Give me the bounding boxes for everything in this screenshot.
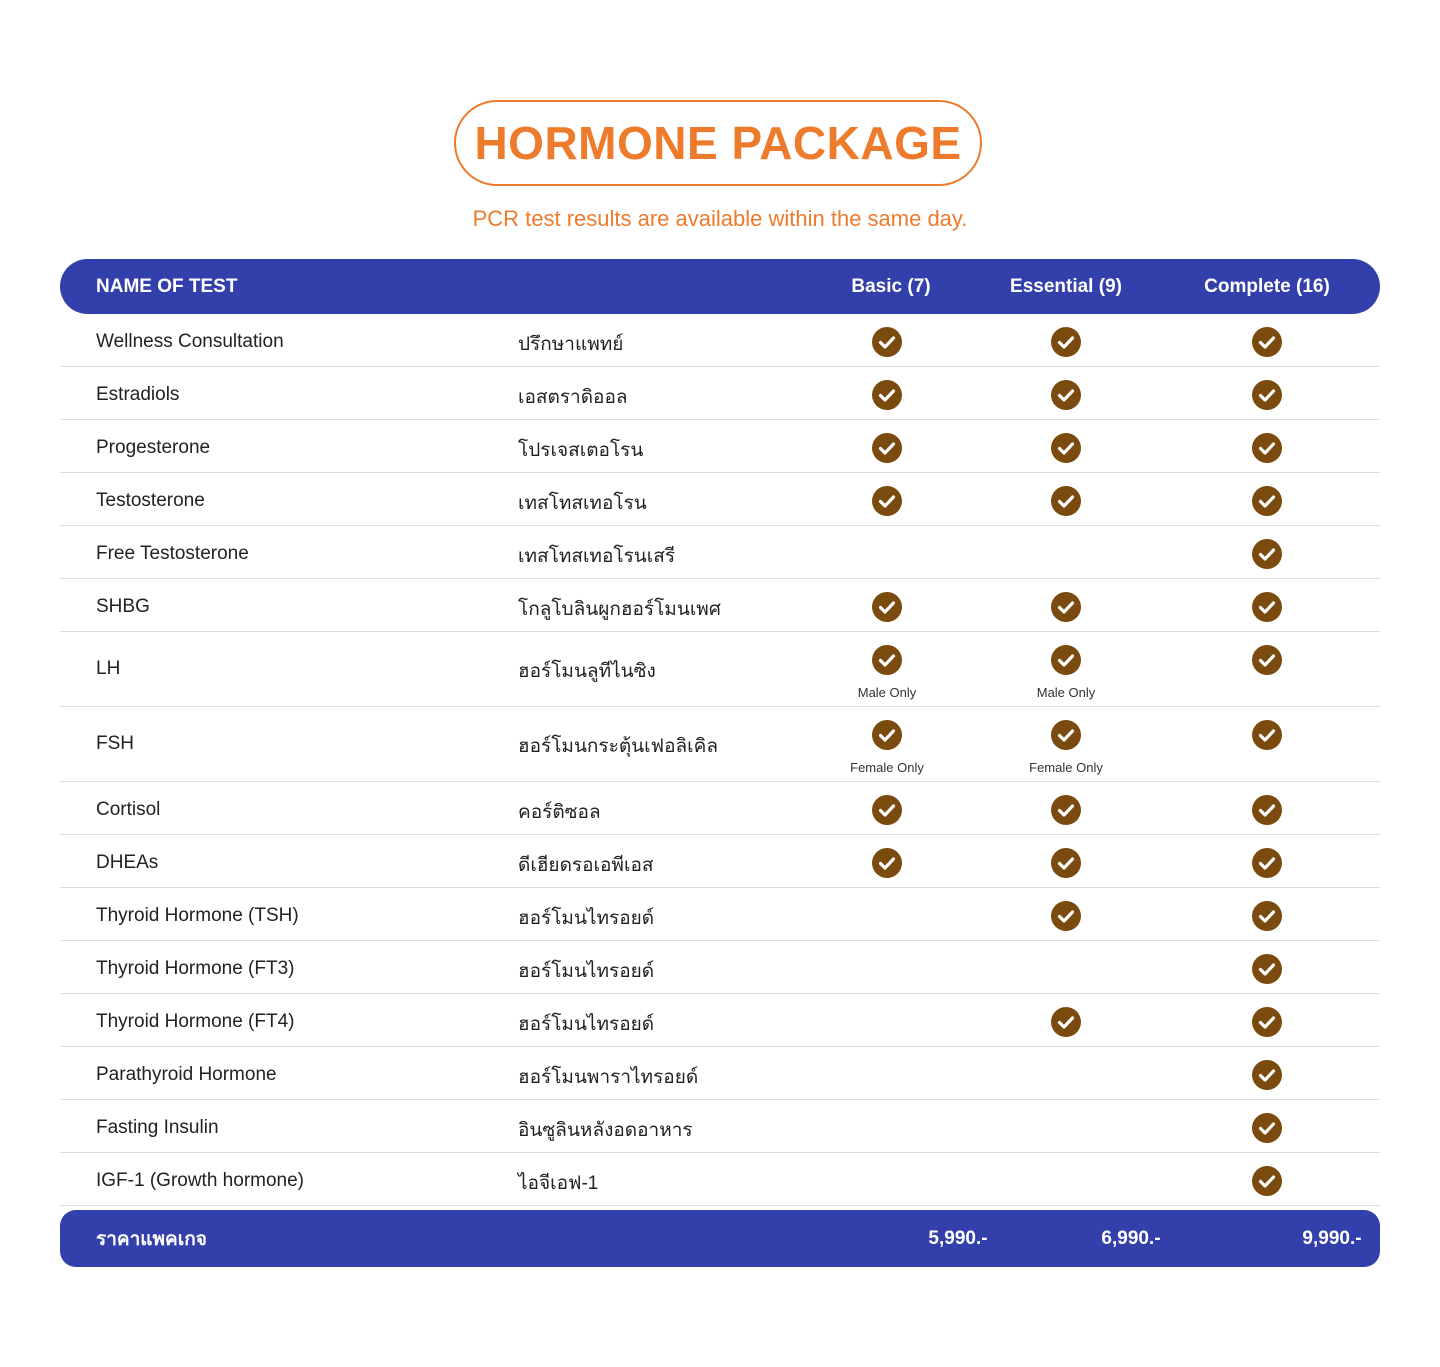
check-icon <box>1051 486 1081 516</box>
check-icon <box>1051 645 1081 675</box>
cell-complete <box>1187 486 1347 521</box>
cell-complete <box>1187 720 1347 755</box>
test-name-th: ปรึกษาแพทย์ <box>518 334 624 355</box>
cell-essential <box>986 380 1146 415</box>
table-row <box>60 367 1380 420</box>
table-row <box>60 579 1380 632</box>
test-name-en: DHEAs <box>96 852 159 873</box>
cell-complete <box>1187 1060 1347 1095</box>
test-name-en: Parathyroid Hormone <box>96 1064 277 1085</box>
check-icon <box>1051 901 1081 931</box>
table-row <box>60 782 1380 835</box>
cell-basic <box>807 848 967 883</box>
check-icon <box>872 433 902 463</box>
check-icon <box>1252 954 1282 984</box>
test-name-th: ฮอร์โมนไทรอยด์ <box>518 961 655 982</box>
test-name-en: Wellness Consultation <box>96 331 284 352</box>
test-name-th: โปรเจสเตอโรน <box>518 440 644 461</box>
test-table-body <box>60 314 1380 1206</box>
test-name-en: Thyroid Hormone (TSH) <box>96 905 299 926</box>
page-title: HORMONE PACKAGE <box>454 100 982 186</box>
test-name-en: Fasting Insulin <box>96 1117 219 1138</box>
price-label: ราคาแพคเกจ <box>96 1228 207 1250</box>
test-name-en: LH <box>96 658 121 679</box>
table-row <box>60 1153 1380 1206</box>
table-header <box>60 259 1380 314</box>
check-icon <box>1252 380 1282 410</box>
check-icon <box>1252 901 1282 931</box>
test-name-en: Progesterone <box>96 437 211 458</box>
cell-complete <box>1187 539 1347 574</box>
cell-complete <box>1187 645 1347 680</box>
check-icon <box>1051 795 1081 825</box>
check-icon <box>1051 592 1081 622</box>
check-icon <box>1252 848 1282 878</box>
test-name-th: ดีเฮียดรอเอพีเอส <box>518 855 654 876</box>
table-row <box>60 707 1380 782</box>
test-name-en: Free Testosterone <box>96 543 249 564</box>
test-name-th: อินซูลินหลังอดอาหาร <box>518 1120 693 1141</box>
check-icon <box>1252 720 1282 750</box>
check-icon <box>1252 327 1282 357</box>
header-essential: Essential (9) <box>1010 275 1122 297</box>
test-name-th: เอสตราดิออล <box>518 387 628 408</box>
table-row <box>60 526 1380 579</box>
availability-note: Female Only <box>850 760 924 775</box>
table-row <box>60 888 1380 941</box>
test-name-en: Thyroid Hormone (FT3) <box>96 958 295 979</box>
table-row <box>60 473 1380 526</box>
check-icon <box>1252 1060 1282 1090</box>
cell-essential <box>986 327 1146 362</box>
cell-complete <box>1187 1166 1347 1201</box>
check-icon <box>1252 795 1282 825</box>
check-icon <box>1252 539 1282 569</box>
price-complete: 9,990.- <box>1302 1227 1362 1249</box>
test-name-th: ฮอร์โมนกระตุ้นเฟอลิเคิล <box>518 736 719 757</box>
cell-complete <box>1187 848 1347 883</box>
cell-essential <box>986 486 1146 521</box>
check-icon <box>1051 1007 1081 1037</box>
check-icon <box>1252 645 1282 675</box>
price-essential: 6,990.- <box>1101 1227 1161 1249</box>
test-name-en: SHBG <box>96 596 150 617</box>
cell-essential <box>986 901 1146 936</box>
test-name-en: FSH <box>96 733 134 754</box>
test-name-en: Thyroid Hormone (FT4) <box>96 1011 295 1032</box>
availability-note: Male Only <box>857 685 917 700</box>
test-name-en: Estradiols <box>96 384 180 405</box>
price-footer <box>60 1210 1380 1267</box>
check-icon <box>872 592 902 622</box>
header-basic: Basic (7) <box>851 275 931 297</box>
table-row <box>60 994 1380 1047</box>
availability-note: Male Only <box>1036 685 1096 700</box>
cell-basic <box>807 795 967 830</box>
cell-basic <box>807 592 967 627</box>
table-row <box>60 314 1380 367</box>
check-icon <box>1051 848 1081 878</box>
cell-essential <box>986 848 1146 883</box>
check-icon <box>1252 1113 1282 1143</box>
check-icon <box>872 327 902 357</box>
cell-complete <box>1187 1007 1347 1042</box>
check-icon <box>1252 592 1282 622</box>
check-icon <box>1252 1007 1282 1037</box>
header-complete: Complete (16) <box>1204 275 1330 297</box>
cell-essential <box>986 720 1146 775</box>
cell-essential <box>986 795 1146 830</box>
test-name-th: โกลูโบลินผูกฮอร์โมนเพศ <box>518 599 721 620</box>
table-row <box>60 632 1380 707</box>
table-row <box>60 941 1380 994</box>
check-icon <box>1051 327 1081 357</box>
cell-essential <box>986 645 1146 700</box>
check-icon <box>872 380 902 410</box>
cell-basic <box>807 433 967 468</box>
test-name-th: คอร์ติซอล <box>518 802 601 823</box>
cell-complete <box>1187 433 1347 468</box>
test-name-th: เทสโทสเทอโรน <box>518 493 647 514</box>
cell-basic <box>807 327 967 362</box>
test-name-th: เทสโทสเทอโรนเสรี <box>518 546 676 567</box>
table-row <box>60 1047 1380 1100</box>
check-icon <box>872 848 902 878</box>
check-icon <box>872 720 902 750</box>
check-icon <box>872 645 902 675</box>
check-icon <box>1252 433 1282 463</box>
test-name-en: Cortisol <box>96 799 161 820</box>
check-icon <box>1252 1166 1282 1196</box>
subtitle: PCR test results are available within the same day. <box>472 206 968 231</box>
header-name-of-test: NAME OF TEST <box>96 275 238 297</box>
availability-note: Female Only <box>1029 760 1103 775</box>
table-row <box>60 1100 1380 1153</box>
cell-basic <box>807 486 967 521</box>
cell-complete <box>1187 1113 1347 1148</box>
check-icon <box>872 795 902 825</box>
cell-basic <box>807 380 967 415</box>
check-icon <box>1051 720 1081 750</box>
check-icon <box>872 486 902 516</box>
table-row <box>60 835 1380 888</box>
cell-essential <box>986 1007 1146 1042</box>
cell-basic <box>807 720 967 775</box>
cell-essential <box>986 592 1146 627</box>
price-basic: 5,990.- <box>928 1227 988 1249</box>
test-name-en: IGF-1 (Growth hormone) <box>96 1170 304 1191</box>
cell-complete <box>1187 901 1347 936</box>
table-row <box>60 420 1380 473</box>
check-icon <box>1051 380 1081 410</box>
cell-complete <box>1187 954 1347 989</box>
test-name-th: ไอจีเอฟ-1 <box>518 1173 599 1194</box>
test-name-th: ฮอร์โมนลูทีไนซิง <box>518 661 656 682</box>
check-icon <box>1051 433 1081 463</box>
test-name-th: ฮอร์โมนไทรอยด์ <box>518 1014 655 1035</box>
cell-basic <box>807 645 967 700</box>
cell-essential <box>986 433 1146 468</box>
cell-complete <box>1187 592 1347 627</box>
cell-complete <box>1187 327 1347 362</box>
test-name-th: ฮอร์โมนไทรอยด์ <box>518 908 655 929</box>
cell-complete <box>1187 380 1347 415</box>
test-name-en: Testosterone <box>96 490 205 511</box>
test-name-th: ฮอร์โมนพาราไทรอยด์ <box>518 1067 699 1088</box>
check-icon <box>1252 486 1282 516</box>
cell-complete <box>1187 795 1347 830</box>
